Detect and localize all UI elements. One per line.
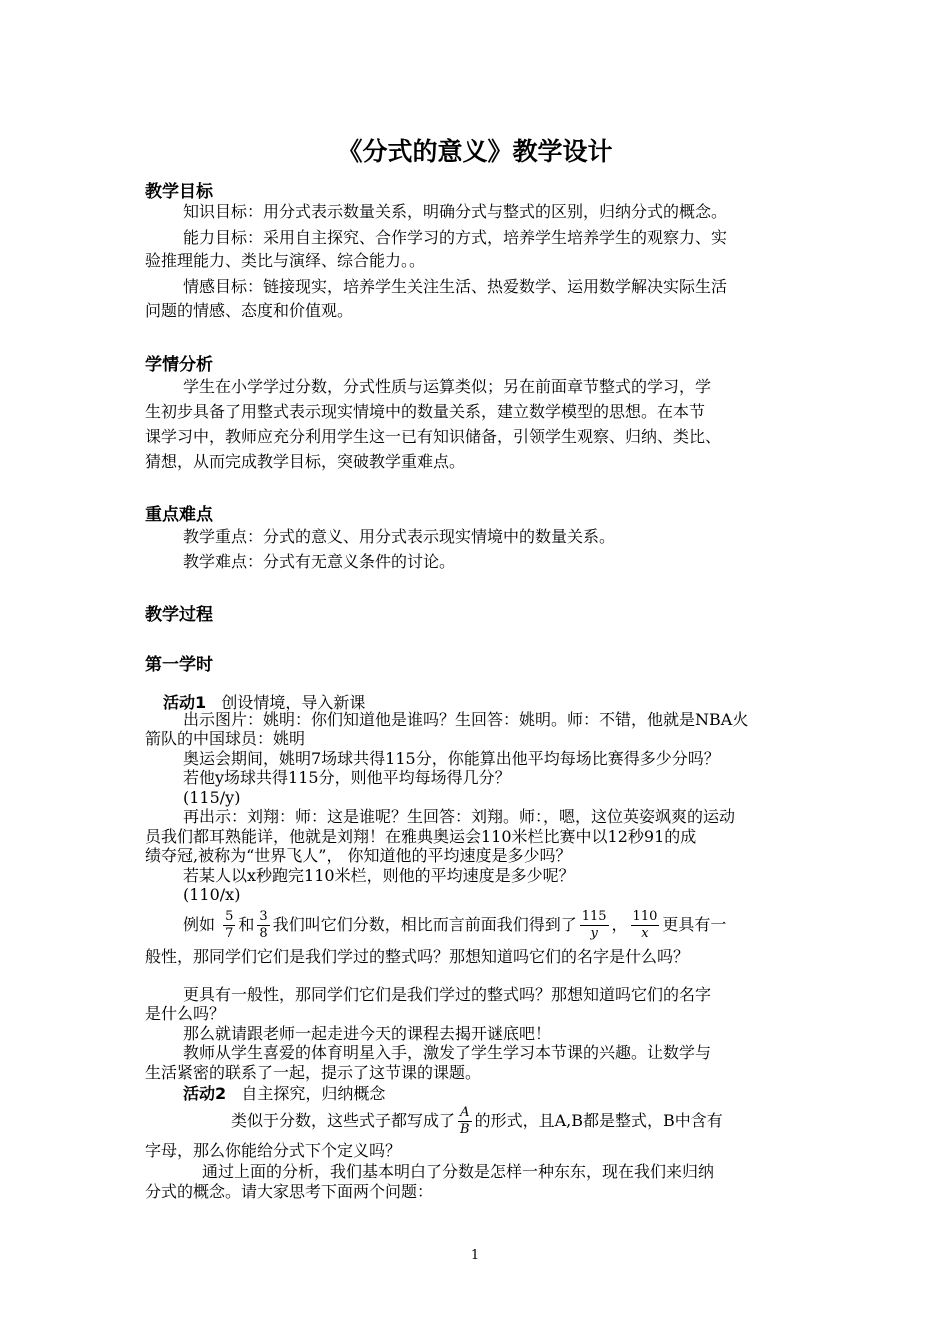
a2-line3: 通过上面的分析，我们基本明白了分数是怎样一种东东，现在我们来归纳 [202, 1162, 715, 1181]
a1-line6: 再出示：刘翔：师：这是谁呢？生回答：刘翔。师：，嗯，这位英姿飒爽的运动 [183, 807, 736, 826]
a2-prefix: 类似于分数，这些式子都写成了 [231, 1111, 456, 1130]
example-suffix: 更具有一 [662, 915, 727, 934]
fraction-a-over-b: $\frac{A}{B}$ [460, 1105, 470, 1137]
example-and: 和 [238, 915, 255, 934]
paragraph-analysis-line4: 猜想，从而完成教学目标，突破教学重难点。 [145, 452, 466, 471]
activity1-title: 创设情境，导入新课 [221, 693, 366, 712]
example-comma: ， [611, 915, 628, 934]
paragraph-knowledge-goal: 知识目标：用分式表示数量关系，明确分式与整式的区别，归纳分式的概念。 [183, 202, 728, 221]
a1-line5: (115/y) [183, 788, 241, 807]
a1-line3: 奥运会期间，姚明7场球共得115分，你能算出他平均每场比赛得多少分吗？ [183, 749, 720, 768]
section-heading-keypoints: 重点难点 [145, 505, 213, 525]
a1-line14: 教师从学生喜爱的体育明星入手，激发了学生学习本节课的兴趣。让数学与 [183, 1043, 712, 1062]
paragraph-analysis-line1: 学生在小学学过分数，分式性质与运算类似；另在前面章节整式的学习，学 [183, 377, 712, 396]
paragraph-ability-goal-line2: 验推理能力、类比与演绎、综合能力。。 [145, 251, 426, 270]
a1-line1: 出示图片：姚明：你们知道他是谁吗？生回答：姚明。师：不错，他就是NBA火 [183, 710, 749, 729]
activity2-title: 自主探究，归纳概念 [241, 1084, 386, 1103]
a1-line9: 若某人以x秒跑完110米栏，则他的平均速度是多少呢？ [183, 866, 575, 885]
section-heading-process: 教学过程 [145, 605, 213, 625]
section-heading-goals: 教学目标 [145, 182, 213, 202]
paragraph-ability-goal-line1: 能力目标：采用自主探究、合作学习的方式，培养学生培养学生的观察力、实 [183, 228, 728, 247]
a1-line12: 是什么吗？ [145, 1004, 226, 1023]
document-title: 《分式的意义》教学设计 [337, 137, 613, 166]
paragraph-teaching-difficulty: 教学难点：分式有无意义条件的讨论。 [183, 552, 456, 571]
a1-line4: 若他y场球共得115分，则他平均每场得几分？ [183, 768, 511, 787]
fraction-5-over-7: $\frac{5}{7}$ [225, 909, 234, 941]
a1-line8: 绩夺冠,被称为“世界飞人”， 你知道他的平均速度是多少吗？ [145, 846, 572, 865]
example-fractions-line [183, 905, 726, 945]
a1-line10: (110/x) [183, 885, 241, 904]
fraction-110-over-x: $\frac{110}{x}$ [632, 909, 658, 941]
example-middle-text: 我们叫它们分数，相比而言前面我们得到了 [272, 915, 577, 934]
paragraph-emotion-goal-line1: 情感目标：链接现实，培养学生关注生活、热爱数学、运用数学解决实际生活 [183, 277, 728, 296]
paragraph-analysis-line2: 生初步具备了用整式表示现实情境中的数量关系，建立数学模型的思想。在本节 [145, 402, 706, 421]
example-prefix: 例如 [183, 915, 216, 934]
paragraph-emotion-goal-line2: 问题的情感、态度和价值观。 [145, 301, 354, 320]
a1-line2: 箭队的中国球员：姚明 [145, 729, 306, 748]
section-heading-analysis: 学情分析 [145, 355, 213, 375]
a1-line11: 更具有一般性，那同学们它们是我们学过的整式吗？那想知道吗它们的名字 [183, 985, 712, 1004]
activity2-label: 活动2 [183, 1084, 227, 1103]
paragraph-teaching-focus: 教学重点：分式的意义、用分式表示现实情境中的数量关系。 [183, 527, 616, 546]
a1-line13: 那么就请跟老师一起走进今天的课程去揭开谜底吧！ [183, 1024, 552, 1043]
a2-line4: 分式的概念。请大家思考下面两个问题： [145, 1182, 434, 1201]
fraction-3-over-8: $\frac{3}{8}$ [259, 909, 268, 941]
fraction-115-over-y: $\frac{115}{y}$ [581, 909, 607, 941]
section-heading-lesson1: 第一学时 [145, 655, 213, 675]
a1-line15: 生活紧密的联系了一起，提示了这节课的课题。 [145, 1063, 482, 1082]
page-number: 1 [470, 1248, 480, 1263]
a2-definition-line [231, 1101, 723, 1141]
example-line2: 般性，那同学们它们是我们学过的整式吗？那想知道吗它们的名字是什么吗？ [145, 947, 690, 966]
a2-line2: 字母，那么你能给分式下个定义吗？ [145, 1141, 402, 1160]
a2-suffix: 的形式，且A,B都是整式，B中含有 [474, 1111, 723, 1130]
paragraph-analysis-line3: 课学习中，教师应充分利用学生这一已有知识储备，引领学生观察、归纳、类比、 [145, 427, 722, 446]
activity1-label: 活动1 [163, 693, 207, 712]
a1-line7: 员我们都耳熟能详，他就是刘翔！在雅典奥运会110米栏比赛中以12秒91的成 [145, 827, 697, 846]
